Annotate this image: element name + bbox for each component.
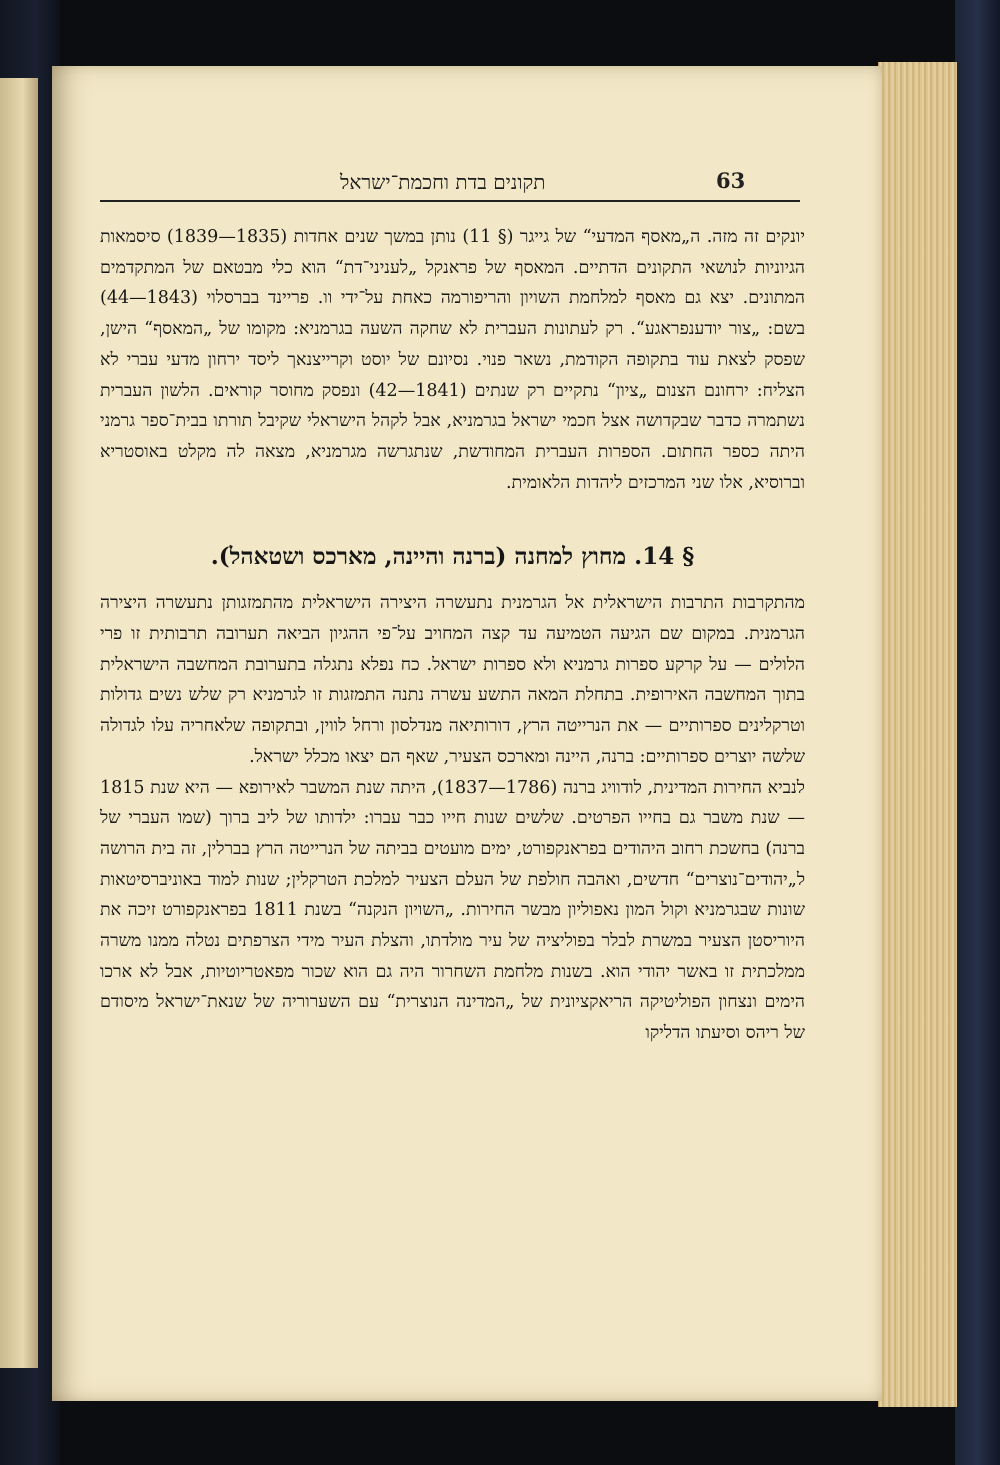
page-body — [100, 222, 805, 1049]
page-header — [100, 160, 800, 200]
page-edges — [878, 62, 957, 1407]
section-title: § 14. מחוץ למחנה (ברנה והיינה, מארכס ושטאהל). — [210, 543, 695, 571]
paragraph-2: מהתקרבות התרבות הישראלית אל הגרמנית נתעשרה היצירה הישראלית מהתמזגותן נתעשרה היצירה הגרמנית. במקום שם הגיעה הטמיעה עד קצה המחויב על־פי ההגיון הביאה תערובה תרבותית זו פרי הלולים — על קרקע ספרות גרמניא ולא ספרות ישראל. כח נפלא נתגלה בתערובת המחשבה הישראלית בתוך המחשבה האירופית. בתחלת המאה התשע עשרה נתנה התמזגות זו לגרמניא רק שלש נשים גדולות וטרקלינים ספרותיים — את הנרייטה הרץ, דורותיאה מנדלסון ורחל לווין, ובתקופה שלאחריה עלו לגדולה שלשה יוצרים ספרותיים: ברנה, היינה ומארכס הצעיר, שאף הם יצאו מכלל ישראל. — [100, 593, 805, 767]
page-number: 63 — [716, 168, 746, 193]
header-rule — [100, 200, 800, 202]
left-page-edge — [0, 78, 38, 1368]
paragraph-3: לנביא החירות המדינית, לודוויג ברנה (1786—1837), היתה שנת המשבר לאירופא — היא שנת 1815 — שנת משבר גם בחייו הפרטים. שלשים שנות חייו כבר עברו: ילדותו של ליב ברוך (שמו העברי של ברנה) בחשכת רחוב היהודים בפראנקפורט, ימים מועטים בביתה של הנרייטה הרץ בברלין, זה בית הרושה ל„יהודים־נוצרים“ חדשים, ואהבה חולפת של העלם הצעיר למלכת הטרקלין; שנות למוד באוניברסיטאות שונות שבגרמניא וקול המון נאפוליון מבשר החירות. „השויון הנקנה“ בשנת 1811 בפראנקפורט זיכה את היוריסטן הצעיר במשרת לבלר בפוליציה של עיר מולדתו, והצלת העיר מידי הצרפתים נטלה ממנו משרה ממלכתית זו באשר יהודי הוא. בשנות מלחמת השחרור היה גם הוא שכור מפאטריוטיות, אבל לא ארכו הימים ונצחון הפוליטיקה הריאקציונית של „המדינה הנוצרית“ עם השערוריה של שנאת־ישראל מיסודם של ריהס וסיעתו הדליקו — [100, 777, 805, 1044]
paragraph-1: יונקים זה מזה. ה„מאסף המדעי“ של גייגר (§ 11) נותן במשך שנים אחדות (1835—1839) סיסמאות הגיוניות לנושאי התקונים הדתיים. המאסף של פראנקל „לעניני־דת“ הוא כלי מבטאם של המתקדמים המתונים. יצא גם מאסף למלחמת השויון והריפורמה כאחת על־ידי וו. פריינד בברסלוי (1843—44) בשם: „צור יודענפראגע“. רק לעתונות העברית לא שחקה השעה בגרמניא: מקומו של „המאסף“ הישן, שפסק לצאת עוד בתקופה הקודמת, נשאר פנוי. נסיונם של יוסט וקרייצנאך ליסד ירחון מדעי עברי לא הצליח: ירחונם הצנום „ציון“ נתקיים רק שנתים (1841—42) ונפסק מחוסר קוראים. הלשון העברית נשתמרה כדבר שבקדושה אצל חכמי ישראל בגרמניא, אבל לקהל הישראלי שקיבל תורתו בבית־ספר גרמני היתה כספר החתום. הספרות העברית המחודשת, שנתגרשה מגרמניא, מצאה לה מקלט באוסטריא וברוסיא, אלו שני המרכזים ליהדות הלאומית. — [100, 227, 805, 493]
book-cover-right — [955, 0, 1000, 1465]
running-title: תקונים בדת וחכמת־ישראל — [340, 170, 546, 194]
